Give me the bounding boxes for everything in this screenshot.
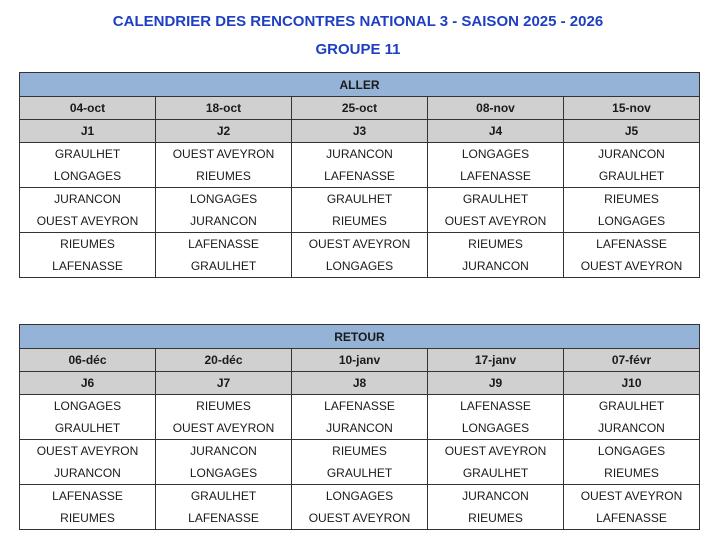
away-team-cell: GRAULHET (428, 462, 564, 485)
away-team-cell: RIEUMES (156, 165, 292, 188)
home-team-cell: LAFENASSE (292, 395, 428, 418)
round-cell: J1 (20, 120, 156, 143)
date-cell: 15-nov (564, 97, 700, 120)
round-cell: J8 (292, 372, 428, 395)
home-team-cell: GRAULHET (156, 485, 292, 508)
date-cell: 17-janv (428, 349, 564, 372)
away-team-cell: LONGAGES (292, 255, 428, 278)
section-title: RETOUR (20, 325, 700, 349)
away-team-cell: RIEUMES (20, 507, 156, 530)
home-team-cell: RIEUMES (156, 395, 292, 418)
away-team-cell: JURANCON (292, 417, 428, 440)
away-team-cell: JURANCON (428, 255, 564, 278)
home-team-cell: LAFENASSE (20, 485, 156, 508)
round-cell: J6 (20, 372, 156, 395)
match-home-row (20, 143, 700, 166)
aller-schedule-table (19, 72, 700, 278)
match-home-row (20, 440, 700, 463)
away-team-cell: LONGAGES (428, 417, 564, 440)
match-home-row (20, 233, 700, 256)
home-team-cell: LAFENASSE (156, 233, 292, 256)
away-team-cell: OUEST AVEYRON (428, 210, 564, 233)
date-cell: 18-oct (156, 97, 292, 120)
away-team-cell: JURANCON (20, 462, 156, 485)
home-team-cell: OUEST AVEYRON (156, 143, 292, 166)
home-team-cell: RIEUMES (292, 440, 428, 463)
away-team-cell: RIEUMES (564, 462, 700, 485)
section-title: ALLER (20, 73, 700, 97)
match-away-row (20, 255, 700, 278)
home-team-cell: LAFENASSE (428, 395, 564, 418)
home-team-cell: JURANCON (428, 485, 564, 508)
round-cell: J9 (428, 372, 564, 395)
round-cell: J10 (564, 372, 700, 395)
away-team-cell: GRAULHET (20, 417, 156, 440)
home-team-cell: JURANCON (292, 143, 428, 166)
match-home-row (20, 485, 700, 508)
away-team-cell: OUEST AVEYRON (20, 210, 156, 233)
round-cell: J5 (564, 120, 700, 143)
away-team-cell: LONGAGES (564, 210, 700, 233)
away-team-cell: GRAULHET (292, 462, 428, 485)
match-home-row (20, 395, 700, 418)
home-team-cell: OUEST AVEYRON (428, 440, 564, 463)
away-team-cell: LAFENASSE (20, 255, 156, 278)
away-team-cell: JURANCON (564, 417, 700, 440)
home-team-cell: JURANCON (564, 143, 700, 166)
home-team-cell: OUEST AVEYRON (20, 440, 156, 463)
round-row (20, 120, 700, 143)
round-cell: J3 (292, 120, 428, 143)
match-away-row (20, 507, 700, 530)
group-title: GROUPE 11 (315, 41, 401, 58)
date-cell: 04-oct (20, 97, 156, 120)
home-team-cell: LONGAGES (156, 188, 292, 211)
match-away-row (20, 462, 700, 485)
away-team-cell: LAFENASSE (428, 165, 564, 188)
away-team-cell: LONGAGES (156, 462, 292, 485)
away-team-cell: GRAULHET (564, 165, 700, 188)
home-team-cell: GRAULHET (292, 188, 428, 211)
home-team-cell: OUEST AVEYRON (292, 233, 428, 256)
home-team-cell: JURANCON (20, 188, 156, 211)
away-team-cell: OUEST AVEYRON (292, 507, 428, 530)
away-team-cell: RIEUMES (292, 210, 428, 233)
home-team-cell: GRAULHET (564, 395, 700, 418)
section-header-row (20, 325, 700, 349)
away-team-cell: RIEUMES (428, 507, 564, 530)
round-cell: J2 (156, 120, 292, 143)
home-team-cell: LONGAGES (20, 395, 156, 418)
away-team-cell: LAFENASSE (292, 165, 428, 188)
round-row (20, 372, 700, 395)
home-team-cell: JURANCON (156, 440, 292, 463)
match-away-row (20, 210, 700, 233)
away-team-cell: OUEST AVEYRON (156, 417, 292, 440)
away-team-cell: OUEST AVEYRON (564, 255, 700, 278)
page-title: CALENDRIER DES RENCONTRES NATIONAL 3 - SAISON 2025 - 2026 (112, 13, 604, 30)
home-team-cell: OUEST AVEYRON (564, 485, 700, 508)
match-home-row (20, 188, 700, 211)
section-header-row (20, 73, 700, 97)
home-team-cell: GRAULHET (428, 188, 564, 211)
date-row (20, 97, 700, 120)
date-cell: 20-déc (156, 349, 292, 372)
round-cell: J7 (156, 372, 292, 395)
retour-schedule-table (19, 324, 700, 530)
home-team-cell: LONGAGES (428, 143, 564, 166)
date-cell: 08-nov (428, 97, 564, 120)
date-cell: 06-déc (20, 349, 156, 372)
date-cell: 10-janv (292, 349, 428, 372)
date-cell: 25-oct (292, 97, 428, 120)
home-team-cell: RIEUMES (428, 233, 564, 256)
home-team-cell: LONGAGES (564, 440, 700, 463)
home-team-cell: RIEUMES (564, 188, 700, 211)
match-away-row (20, 165, 700, 188)
home-team-cell: GRAULHET (20, 143, 156, 166)
round-cell: J4 (428, 120, 564, 143)
date-cell: 07-févr (564, 349, 700, 372)
away-team-cell: GRAULHET (156, 255, 292, 278)
home-team-cell: RIEUMES (20, 233, 156, 256)
match-away-row (20, 417, 700, 440)
away-team-cell: LAFENASSE (564, 507, 700, 530)
away-team-cell: JURANCON (156, 210, 292, 233)
away-team-cell: LONGAGES (20, 165, 156, 188)
date-row (20, 349, 700, 372)
away-team-cell: LAFENASSE (156, 507, 292, 530)
home-team-cell: LAFENASSE (564, 233, 700, 256)
home-team-cell: LONGAGES (292, 485, 428, 508)
